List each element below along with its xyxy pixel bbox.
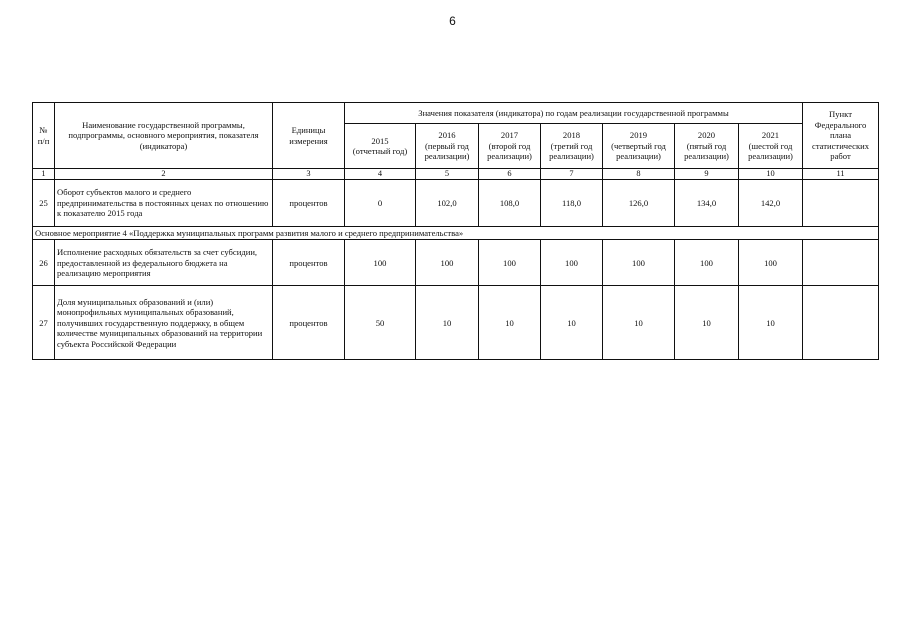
row-name: Исполнение расходных обязательств за счет субсидии, предоставленной из федерального бюджета на реализацию мероприятия: [55, 240, 273, 286]
header-year-2017: 2017 (второй год реализации): [479, 124, 541, 169]
value-2018: 100: [541, 240, 603, 286]
row-name: Доля муниципальных образований и (или) монопрофильных муниципальных образований, получивших государственную поддержку, в общем количестве муниципальных образований на территории субъекта Российской Федерации: [55, 286, 273, 360]
header-year-2018: 2018 (третий год реализации): [541, 124, 603, 169]
value-2020: 100: [675, 240, 739, 286]
row-unit: процентов: [273, 286, 345, 360]
indicators-table: [32, 102, 879, 360]
column-number: 6: [479, 169, 541, 180]
column-number: 3: [273, 169, 345, 180]
value-2016: 10: [416, 286, 479, 360]
row-federal-plan: [803, 286, 879, 360]
header-values-group: Значения показателя (индикатора) по годам реализации государственной программы: [345, 103, 803, 124]
value-2015: 100: [345, 240, 416, 286]
column-number: 4: [345, 169, 416, 180]
value-2019: 10: [603, 286, 675, 360]
row-unit: процентов: [273, 240, 345, 286]
column-number: 11: [803, 169, 879, 180]
header-year-2019: 2019 (четвертый год реализации): [603, 124, 675, 169]
value-2019: 100: [603, 240, 675, 286]
column-number: 5: [416, 169, 479, 180]
table-row-27: [33, 286, 879, 360]
header-federal-plan: Пункт Федерального плана статистических работ: [803, 103, 879, 169]
value-2017: 100: [479, 240, 541, 286]
column-numbers-row: [33, 169, 879, 180]
section-row: [33, 227, 879, 240]
value-2015: 50: [345, 286, 416, 360]
header-year-2020: 2020 (пятый год реализации): [675, 124, 739, 169]
value-2020: 134,0: [675, 180, 739, 227]
column-number: 9: [675, 169, 739, 180]
column-number: 7: [541, 169, 603, 180]
table-row-26: [33, 240, 879, 286]
header-year-2021: 2021 (шестой год реализации): [739, 124, 803, 169]
value-2018: 10: [541, 286, 603, 360]
value-2017: 10: [479, 286, 541, 360]
value-2018: 118,0: [541, 180, 603, 227]
value-2021: 10: [739, 286, 803, 360]
row-unit: процентов: [273, 180, 345, 227]
value-2021: 100: [739, 240, 803, 286]
value-2016: 100: [416, 240, 479, 286]
row-federal-plan: [803, 180, 879, 227]
value-2019: 126,0: [603, 180, 675, 227]
value-2015: 0: [345, 180, 416, 227]
value-2016: 102,0: [416, 180, 479, 227]
page-number: 6: [449, 14, 456, 28]
column-number: 2: [55, 169, 273, 180]
value-2017: 108,0: [479, 180, 541, 227]
value-2020: 10: [675, 286, 739, 360]
column-number: 10: [739, 169, 803, 180]
column-number: 1: [33, 169, 55, 180]
column-number: 8: [603, 169, 675, 180]
value-2021: 142,0: [739, 180, 803, 227]
row-name: Оборот субъектов малого и среднего предпринимательства в постоянных ценах по отношению к показателю 2015 года: [55, 180, 273, 227]
header-year-2015: 2015 (отчетный год): [345, 124, 416, 169]
header-year-2016: 2016 (первый год реализации): [416, 124, 479, 169]
header-num: № п/п: [33, 103, 55, 169]
table-row-25: [33, 180, 879, 227]
header-name: Наименование государственной программы, подпрограммы, основного мероприятия, показателя (индикатора): [55, 103, 273, 169]
row-num: 27: [33, 286, 55, 360]
row-num: 26: [33, 240, 55, 286]
header-unit: Единицы измерения: [273, 103, 345, 169]
section-title: Основное мероприятие 4 «Поддержка муниципальных программ развития малого и среднего предпринимательства»: [33, 227, 879, 240]
row-num: 25: [33, 180, 55, 227]
row-federal-plan: [803, 240, 879, 286]
